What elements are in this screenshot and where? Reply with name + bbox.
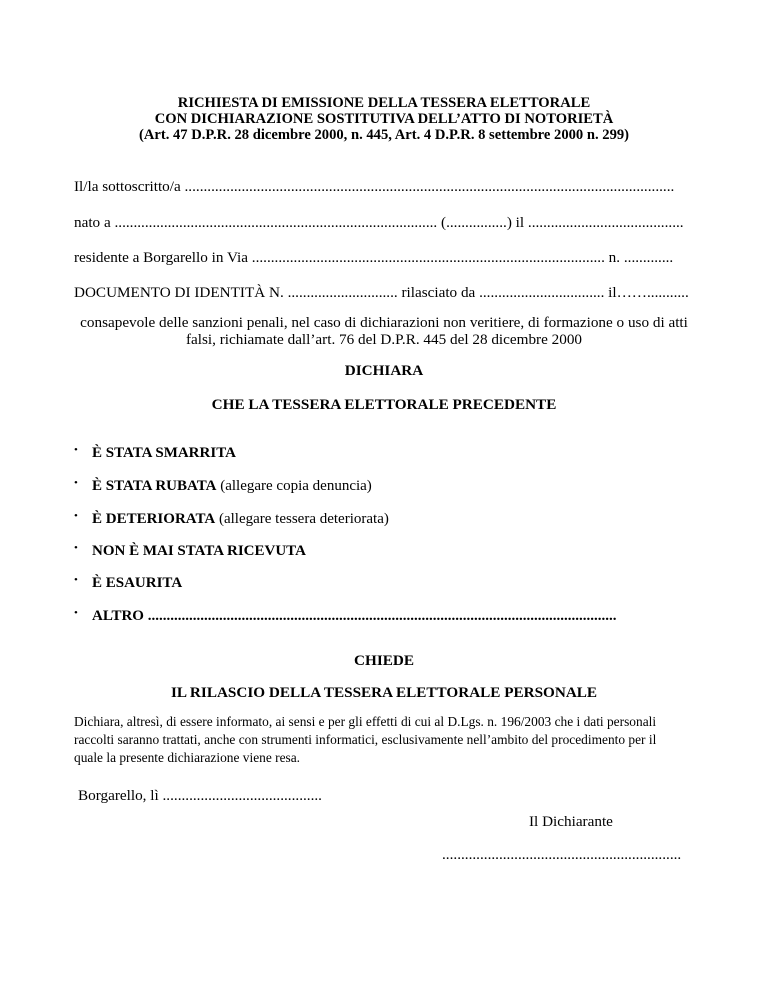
option-deteriorata [74,507,389,528]
field-documento: DOCUMENTO DI IDENTITÀ N. ............................. rilasciato da ................................. il……........... [74,284,689,301]
place-date: Borgarello, lì .......................................... [78,787,322,804]
field-nato: nato a ..................................................................................... (................) il ......................................... [74,214,684,231]
consapevole-line-2: falsi, richiamate dall’art. 76 del D.P.R. 445 del 28 dicembre 2000 [185,331,583,348]
option-label: È DETERIORATA [92,511,216,527]
chiede-subheading: IL RILASCIO DELLA TESSERA ELETTORALE PERSONALE [170,684,598,701]
privacy-line-2: raccolti saranno trattati, anche con strumenti informatici, esclusivamente nell’ambito del procedimento per il [74,732,657,747]
field-sottoscritto: Il/la sottoscritto/a ................................................................................................................................. [74,178,675,195]
signature-line: ............................................................... [442,846,682,863]
option-esaurita [74,571,182,592]
field-residente: residente a Borgarello in Via ............................................................................................. n. ............. [74,249,674,266]
title-line-2: CON DICHIARAZIONE SOSTITUTIVA DELL’ATTO DI NOTORIETÀ [154,111,614,127]
bullet-icon: • [74,444,78,456]
option-label: È STATA SMARRITA [92,445,236,461]
option-label: È STATA RUBATA [92,478,217,494]
option-mai-ricevuta [74,539,306,560]
option-altro [74,604,616,625]
bullet-icon: • [74,542,78,554]
title-line-3: (Art. 47 D.P.R. 28 dicembre 2000, n. 445, Art. 4 D.P.R. 8 settembre 2000 n. 299) [138,127,630,143]
dichiara-subheading: CHE LA TESSERA ELETTORALE PRECEDENTE [211,396,557,413]
bullet-icon: • [74,607,78,619]
option-note: (allegare copia denuncia) [216,478,372,494]
consapevole-line-1: consapevole delle sanzioni penali, nel caso di dichiarazioni non veritiere, di formazione o uso di atti [80,314,688,331]
title-line-1: RICHIESTA DI EMISSIONE DELLA TESSERA ELETTORALE [177,95,591,111]
bullet-icon: • [74,574,78,586]
option-label: È ESAURITA [92,575,183,591]
privacy-line-3: quale la presente dichiarazione viene resa. [74,750,301,765]
option-label: ALTRO ............................................................................................................................. [92,608,617,624]
option-rubata [74,474,372,495]
option-label: NON È MAI STATA RICEVUTA [92,543,306,559]
bullet-icon: • [74,477,78,489]
chiede-heading: CHIEDE [354,652,414,669]
dichiara-heading: DICHIARA [344,362,424,379]
signer-label: Il Dichiarante [529,813,613,830]
option-note: (allegare tessera deteriorata) [215,511,389,527]
option-smarrita [74,441,236,462]
privacy-line-1: Dichiara, altresì, di essere informato, ai sensi e per gli effetti di cui al D.Lgs. n. 196/2003 che i dati personali [74,714,657,729]
bullet-icon: • [74,510,78,522]
